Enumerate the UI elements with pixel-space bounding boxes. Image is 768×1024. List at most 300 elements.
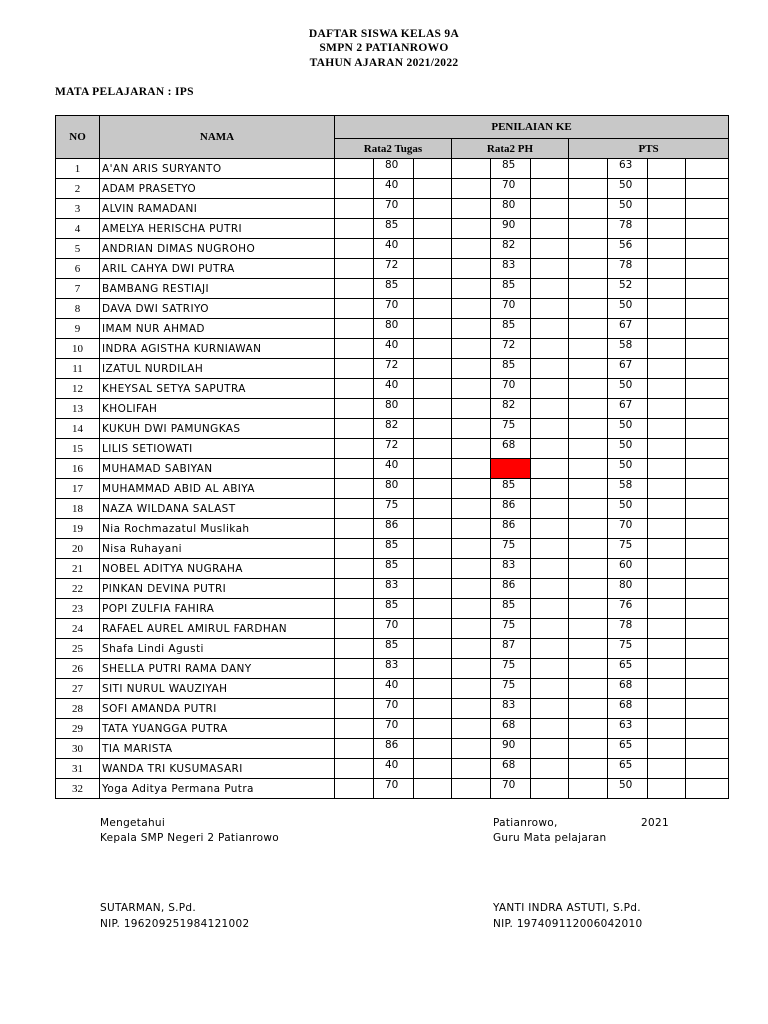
table-row <box>56 719 729 739</box>
row-number: 4 <box>56 219 100 239</box>
tugas-value: 75 <box>374 499 414 519</box>
empty-cell <box>648 359 686 379</box>
empty-cell <box>452 239 491 259</box>
empty-cell <box>648 199 686 219</box>
empty-cell <box>414 719 452 739</box>
empty-cell <box>335 779 374 799</box>
empty-cell <box>414 459 452 479</box>
empty-cell <box>414 339 452 359</box>
empty-cell <box>452 179 491 199</box>
empty-cell <box>531 759 569 779</box>
pts-value: 78 <box>608 619 648 639</box>
empty-cell <box>648 299 686 319</box>
empty-cell <box>335 199 374 219</box>
empty-cell <box>648 719 686 739</box>
empty-cell <box>531 659 569 679</box>
empty-cell <box>569 399 608 419</box>
empty-cell <box>414 239 452 259</box>
ph-value: 75 <box>491 659 531 679</box>
table-row <box>56 619 729 639</box>
empty-cell <box>531 599 569 619</box>
tugas-value: 80 <box>374 159 414 179</box>
row-number: 10 <box>56 339 100 359</box>
empty-cell <box>531 479 569 499</box>
empty-cell <box>648 459 686 479</box>
tugas-value: 85 <box>374 639 414 659</box>
empty-cell <box>414 479 452 499</box>
table-row <box>56 779 729 799</box>
student-name: NAZA WILDANA SALAST <box>100 499 335 519</box>
empty-cell <box>335 759 374 779</box>
row-number: 2 <box>56 179 100 199</box>
empty-cell <box>569 639 608 659</box>
table-row <box>56 339 729 359</box>
empty-cell <box>686 739 729 759</box>
ph-value: 90 <box>491 739 531 759</box>
pts-value: 67 <box>608 399 648 419</box>
tugas-value: 72 <box>374 259 414 279</box>
empty-cell <box>648 439 686 459</box>
empty-cell <box>686 179 729 199</box>
tugas-value: 40 <box>374 759 414 779</box>
tugas-value: 40 <box>374 179 414 199</box>
empty-cell <box>531 459 569 479</box>
empty-cell <box>569 699 608 719</box>
empty-cell <box>648 159 686 179</box>
row-number: 24 <box>56 619 100 639</box>
tugas-value: 40 <box>374 459 414 479</box>
empty-cell <box>569 739 608 759</box>
ph-value: 83 <box>491 699 531 719</box>
signature-left-nip: NIP. 196209251984121002 <box>100 918 250 930</box>
empty-cell <box>686 559 729 579</box>
empty-cell <box>452 759 491 779</box>
tugas-value: 40 <box>374 239 414 259</box>
ph-value: 85 <box>491 279 531 299</box>
ph-value: 80 <box>491 199 531 219</box>
ph-value: 86 <box>491 519 531 539</box>
empty-cell <box>686 279 729 299</box>
empty-cell <box>335 439 374 459</box>
empty-cell <box>569 319 608 339</box>
row-number: 19 <box>56 519 100 539</box>
empty-cell <box>648 559 686 579</box>
empty-cell <box>686 719 729 739</box>
empty-cell <box>335 279 374 299</box>
empty-cell <box>648 499 686 519</box>
empty-cell <box>648 479 686 499</box>
empty-cell <box>531 259 569 279</box>
empty-cell <box>414 739 452 759</box>
ph-value: 85 <box>491 479 531 499</box>
empty-cell <box>648 319 686 339</box>
empty-cell <box>531 179 569 199</box>
empty-cell <box>452 419 491 439</box>
empty-cell <box>414 179 452 199</box>
empty-cell <box>531 399 569 419</box>
empty-cell <box>452 479 491 499</box>
empty-cell <box>531 739 569 759</box>
pts-value: 78 <box>608 259 648 279</box>
row-number: 20 <box>56 539 100 559</box>
empty-cell <box>414 679 452 699</box>
empty-cell <box>452 439 491 459</box>
tugas-value: 40 <box>374 339 414 359</box>
empty-cell <box>569 219 608 239</box>
student-name: KHOLIFAH <box>100 399 335 419</box>
row-number: 3 <box>56 199 100 219</box>
pts-value: 50 <box>608 419 648 439</box>
empty-cell <box>335 239 374 259</box>
table-row <box>56 399 729 419</box>
empty-cell <box>569 239 608 259</box>
pts-value: 80 <box>608 579 648 599</box>
empty-cell <box>648 659 686 679</box>
table-row <box>56 279 729 299</box>
empty-cell <box>531 779 569 799</box>
ph-value: 70 <box>491 379 531 399</box>
empty-cell <box>414 419 452 439</box>
column-header-ph: Rata2 PH <box>452 139 569 159</box>
empty-cell <box>335 379 374 399</box>
empty-cell <box>335 619 374 639</box>
empty-cell <box>414 639 452 659</box>
empty-cell <box>452 319 491 339</box>
empty-cell <box>648 399 686 419</box>
table-row <box>56 319 729 339</box>
row-number: 17 <box>56 479 100 499</box>
ph-value: 85 <box>491 599 531 619</box>
row-number: 7 <box>56 279 100 299</box>
empty-cell <box>335 499 374 519</box>
table-row <box>56 739 729 759</box>
grades-table <box>55 115 729 799</box>
tugas-value: 80 <box>374 479 414 499</box>
row-number: 18 <box>56 499 100 519</box>
pts-value: 67 <box>608 319 648 339</box>
student-name: SHELLA PUTRI RAMA DANY <box>100 659 335 679</box>
empty-cell <box>648 539 686 559</box>
empty-cell <box>531 319 569 339</box>
empty-cell <box>648 679 686 699</box>
empty-cell <box>452 739 491 759</box>
empty-cell <box>569 539 608 559</box>
empty-cell <box>648 419 686 439</box>
student-name: AMELYA HERISCHA PUTRI <box>100 219 335 239</box>
empty-cell <box>648 619 686 639</box>
empty-cell <box>335 339 374 359</box>
tugas-value: 80 <box>374 399 414 419</box>
empty-cell <box>686 519 729 539</box>
tugas-value: 85 <box>374 559 414 579</box>
empty-cell <box>648 259 686 279</box>
empty-cell <box>531 559 569 579</box>
pts-value: 67 <box>608 359 648 379</box>
empty-cell <box>335 559 374 579</box>
empty-cell <box>452 379 491 399</box>
row-number: 27 <box>56 679 100 699</box>
student-name: LILIS SETIOWATI <box>100 439 335 459</box>
empty-cell <box>569 559 608 579</box>
ph-value: 70 <box>491 299 531 319</box>
row-number: 21 <box>56 559 100 579</box>
tugas-value: 70 <box>374 199 414 219</box>
pts-value: 78 <box>608 219 648 239</box>
empty-cell <box>686 479 729 499</box>
row-number: 11 <box>56 359 100 379</box>
student-name: DAVA DWI SATRIYO <box>100 299 335 319</box>
empty-cell <box>648 759 686 779</box>
row-number: 22 <box>56 579 100 599</box>
empty-cell <box>531 199 569 219</box>
empty-cell <box>452 399 491 419</box>
pts-value: 50 <box>608 459 648 479</box>
pts-value: 63 <box>608 159 648 179</box>
ph-value: 68 <box>491 439 531 459</box>
ph-value: 86 <box>491 499 531 519</box>
tugas-value: 86 <box>374 519 414 539</box>
empty-cell <box>335 159 374 179</box>
empty-cell <box>648 279 686 299</box>
row-number: 29 <box>56 719 100 739</box>
empty-cell <box>531 279 569 299</box>
row-number: 1 <box>56 159 100 179</box>
tugas-value: 40 <box>374 679 414 699</box>
ph-value: 83 <box>491 559 531 579</box>
student-name: Shafa Lindi Agusti <box>100 639 335 659</box>
row-number: 16 <box>56 459 100 479</box>
empty-cell <box>531 639 569 659</box>
empty-cell <box>452 719 491 739</box>
pts-value: 58 <box>608 479 648 499</box>
empty-cell <box>648 699 686 719</box>
empty-cell <box>569 339 608 359</box>
empty-cell <box>686 239 729 259</box>
student-name: Yoga Aditya Permana Putra <box>100 779 335 799</box>
tugas-value: 70 <box>374 699 414 719</box>
ph-value: 82 <box>491 399 531 419</box>
signature-left-label: Mengetahui <box>100 817 166 829</box>
empty-cell <box>648 219 686 239</box>
signature-right-title: Guru Mata pelajaran <box>493 832 607 844</box>
pts-value: 50 <box>608 299 648 319</box>
empty-cell <box>335 699 374 719</box>
empty-cell <box>414 499 452 519</box>
table-row <box>56 519 729 539</box>
empty-cell <box>335 399 374 419</box>
pts-value: 75 <box>608 539 648 559</box>
empty-cell <box>531 539 569 559</box>
empty-cell <box>452 519 491 539</box>
row-number: 12 <box>56 379 100 399</box>
table-row <box>56 259 729 279</box>
empty-cell <box>569 759 608 779</box>
table-row <box>56 679 729 699</box>
empty-cell <box>335 299 374 319</box>
empty-cell <box>414 659 452 679</box>
empty-cell <box>452 219 491 239</box>
empty-cell <box>335 579 374 599</box>
empty-cell <box>452 639 491 659</box>
tugas-value: 70 <box>374 779 414 799</box>
empty-cell <box>569 619 608 639</box>
empty-cell <box>335 479 374 499</box>
empty-cell <box>335 519 374 539</box>
empty-cell <box>531 359 569 379</box>
empty-cell <box>648 339 686 359</box>
empty-cell <box>686 159 729 179</box>
empty-cell <box>452 659 491 679</box>
empty-cell <box>452 539 491 559</box>
empty-cell <box>452 499 491 519</box>
pts-value: 63 <box>608 719 648 739</box>
empty-cell <box>335 639 374 659</box>
empty-cell <box>335 459 374 479</box>
empty-cell <box>648 579 686 599</box>
tugas-value: 83 <box>374 659 414 679</box>
empty-cell <box>452 459 491 479</box>
ph-value: 70 <box>491 179 531 199</box>
table-row <box>56 199 729 219</box>
empty-cell <box>414 199 452 219</box>
empty-cell <box>569 419 608 439</box>
empty-cell <box>686 379 729 399</box>
signature-right-place: Patianrowo, <box>493 817 558 829</box>
pts-value: 70 <box>608 519 648 539</box>
row-number: 25 <box>56 639 100 659</box>
empty-cell <box>569 719 608 739</box>
empty-cell <box>452 619 491 639</box>
student-name: IMAM NUR AHMAD <box>100 319 335 339</box>
empty-cell <box>648 179 686 199</box>
row-number: 23 <box>56 599 100 619</box>
tugas-value: 70 <box>374 719 414 739</box>
empty-cell <box>335 659 374 679</box>
student-name: MUHAMAD SABIYAN <box>100 459 335 479</box>
empty-cell <box>531 619 569 639</box>
empty-cell <box>569 259 608 279</box>
empty-cell <box>414 299 452 319</box>
empty-cell <box>335 539 374 559</box>
empty-cell <box>648 519 686 539</box>
table-row <box>56 159 729 179</box>
pts-value: 76 <box>608 599 648 619</box>
empty-cell <box>531 379 569 399</box>
column-header-name: NAMA <box>100 116 335 159</box>
empty-cell <box>414 559 452 579</box>
ph-value: 68 <box>491 759 531 779</box>
empty-cell <box>414 359 452 379</box>
empty-cell <box>335 359 374 379</box>
empty-cell <box>452 559 491 579</box>
empty-cell <box>414 399 452 419</box>
empty-cell <box>569 439 608 459</box>
pts-value: 65 <box>608 739 648 759</box>
ph-value: 75 <box>491 539 531 559</box>
signature-left-name: SUTARMAN, S.Pd. <box>100 902 197 914</box>
pts-value: 58 <box>608 339 648 359</box>
student-name: PINKAN DEVINA PUTRI <box>100 579 335 599</box>
table-row <box>56 539 729 559</box>
pts-value: 65 <box>608 659 648 679</box>
row-number: 32 <box>56 779 100 799</box>
row-number: 14 <box>56 419 100 439</box>
empty-cell <box>686 459 729 479</box>
ph-value: 86 <box>491 579 531 599</box>
empty-cell <box>569 299 608 319</box>
student-name: ANDRIAN DIMAS NUGROHO <box>100 239 335 259</box>
table-row <box>56 639 729 659</box>
row-number: 15 <box>56 439 100 459</box>
empty-cell <box>531 579 569 599</box>
empty-cell <box>531 419 569 439</box>
empty-cell <box>452 279 491 299</box>
empty-cell <box>569 359 608 379</box>
student-name: IZATUL NURDILAH <box>100 359 335 379</box>
empty-cell <box>569 159 608 179</box>
student-name: A'AN ARIS SURYANTO <box>100 159 335 179</box>
ph-value: 82 <box>491 239 531 259</box>
tugas-value: 70 <box>374 619 414 639</box>
empty-cell <box>414 259 452 279</box>
empty-cell <box>569 779 608 799</box>
table-row <box>56 359 729 379</box>
row-number: 28 <box>56 699 100 719</box>
ph-value: 85 <box>491 319 531 339</box>
empty-cell <box>335 219 374 239</box>
empty-cell <box>414 779 452 799</box>
pts-value: 50 <box>608 379 648 399</box>
row-number: 9 <box>56 319 100 339</box>
tugas-value: 85 <box>374 599 414 619</box>
empty-cell <box>686 599 729 619</box>
column-header-pts: PTS <box>569 139 729 159</box>
table-row <box>56 759 729 779</box>
tugas-value: 70 <box>374 299 414 319</box>
empty-cell <box>569 579 608 599</box>
ph-value: 85 <box>491 159 531 179</box>
signature-right-year: 2021 <box>641 817 669 829</box>
table-row <box>56 699 729 719</box>
signature-left-title: Kepala SMP Negeri 2 Patianrowo <box>100 832 279 844</box>
student-name: KHEYSAL SETYA SAPUTRA <box>100 379 335 399</box>
empty-cell <box>686 679 729 699</box>
row-number: 8 <box>56 299 100 319</box>
empty-cell <box>452 339 491 359</box>
empty-cell <box>335 599 374 619</box>
empty-cell <box>686 339 729 359</box>
signature-right-nip: NIP. 197409112006042010 <box>493 918 643 930</box>
table-row <box>56 379 729 399</box>
student-name: KUKUH DWI PAMUNGKAS <box>100 419 335 439</box>
empty-cell <box>414 439 452 459</box>
student-name: Nisa Ruhayani <box>100 539 335 559</box>
ph-value: 90 <box>491 219 531 239</box>
student-name: RAFAEL AUREL AMIRUL FARDHAN <box>100 619 335 639</box>
empty-cell <box>686 699 729 719</box>
empty-cell <box>686 299 729 319</box>
empty-cell <box>569 499 608 519</box>
empty-cell <box>414 379 452 399</box>
ph-value: 75 <box>491 419 531 439</box>
document-title-line1: DAFTAR SISWA KELAS 9A <box>308 28 460 40</box>
ph-value: 83 <box>491 259 531 279</box>
pts-value: 60 <box>608 559 648 579</box>
ph-value: 87 <box>491 639 531 659</box>
pts-value: 50 <box>608 779 648 799</box>
student-name: SOFI AMANDA PUTRI <box>100 699 335 719</box>
empty-cell <box>414 519 452 539</box>
